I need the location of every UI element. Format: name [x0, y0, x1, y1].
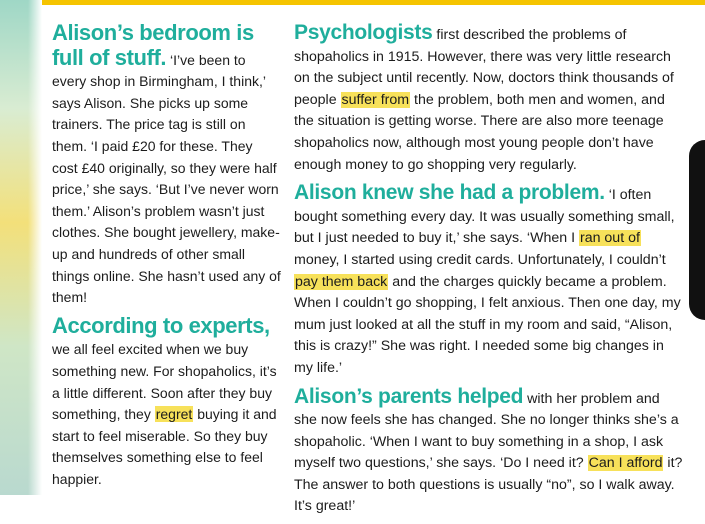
heading-parents: Alison’s parents helped — [294, 384, 524, 408]
text-bedroom: ‘I’ve been to every shop in Birmingham, I think,’ says Alison. She picks up some trainers. The price tag is still on them. ‘I paid £20 for these. They cost £40 originally, so they were half price,’ she says. ‘But I’ve never worn them.’ Alison’s problem wasn’t just clothes. She bought jewellery, make-up and hundreds of other small things online. She hasn’t used any of them! — [52, 51, 281, 306]
heading-problem: Alison knew she had a problem. — [294, 181, 605, 205]
highlight-regret: regret — [155, 406, 193, 423]
highlight-can-i-afford: Can I afford — [588, 455, 663, 472]
text-problem-b: money, I started using credit cards. Unfortunately, I couldn’t — [294, 251, 666, 268]
text-psychologists-b: the problem, both men and women, and the situation is getting worse. There are also more teenage shopaholics now, although most young people don’t have enough money to go shopping very regularly. — [294, 91, 665, 173]
right-column — [294, 22, 686, 524]
highlight-suffer-from: suffer from — [341, 91, 410, 108]
top-accent-bar — [0, 0, 705, 5]
paragraph-problem — [294, 182, 686, 379]
heading-psychologists: Psychologists — [294, 21, 433, 44]
right-edge-shape — [689, 140, 705, 320]
heading-bedroom: Alison’s bedroom is full of stuff. — [52, 20, 254, 70]
left-decorative-strip — [0, 0, 42, 495]
paragraph-parents — [294, 386, 686, 519]
left-column — [52, 22, 282, 496]
highlight-pay-them-back: pay them back — [295, 273, 388, 290]
highlight-ran-out-of: ran out of — [579, 230, 640, 247]
text-problem-a: ‘I often bought something every day. It was usually something small, but I just needed to buy it,’ she says. ‘When I — [294, 187, 675, 247]
text-problem-c: and the charges quickly became a problem. When I couldn’t go shopping, I felt anxious. Then one day, my mum just looked at all the stuff in my room and said, “Alison, this is crazy!” She was right. I needed some big changes in my life.’ — [294, 273, 681, 376]
text-experts-b: buying it and start to feel miserable. So they buy themselves something else to feel happier. — [52, 406, 277, 487]
heading-experts: According to experts, — [52, 312, 270, 338]
text-parents-a: with her problem and she now feels she has changed. She no longer thinks she’s a shopaholic. ‘When I want to buy something in a shop, I ask myself two questions,’ she says. ‘Do I need it? — [294, 390, 679, 472]
text-parents-b: it? The answer to both questions is usually “no”, so I walk away. It’s great!’ — [294, 455, 683, 515]
paragraph-experts — [52, 312, 282, 491]
text-experts-a: we all feel excited when we buy something new. For shopaholics, it’s a little different. Soon after they buy something, they — [52, 341, 277, 423]
paragraph-psychologists — [294, 22, 686, 176]
paragraph-bedroom — [52, 22, 282, 309]
text-psychologists-a: first described the problems of shopaholics in 1915. However, there was very little research on the subject until recently. Now, doctors think thousands of people — [294, 27, 674, 108]
